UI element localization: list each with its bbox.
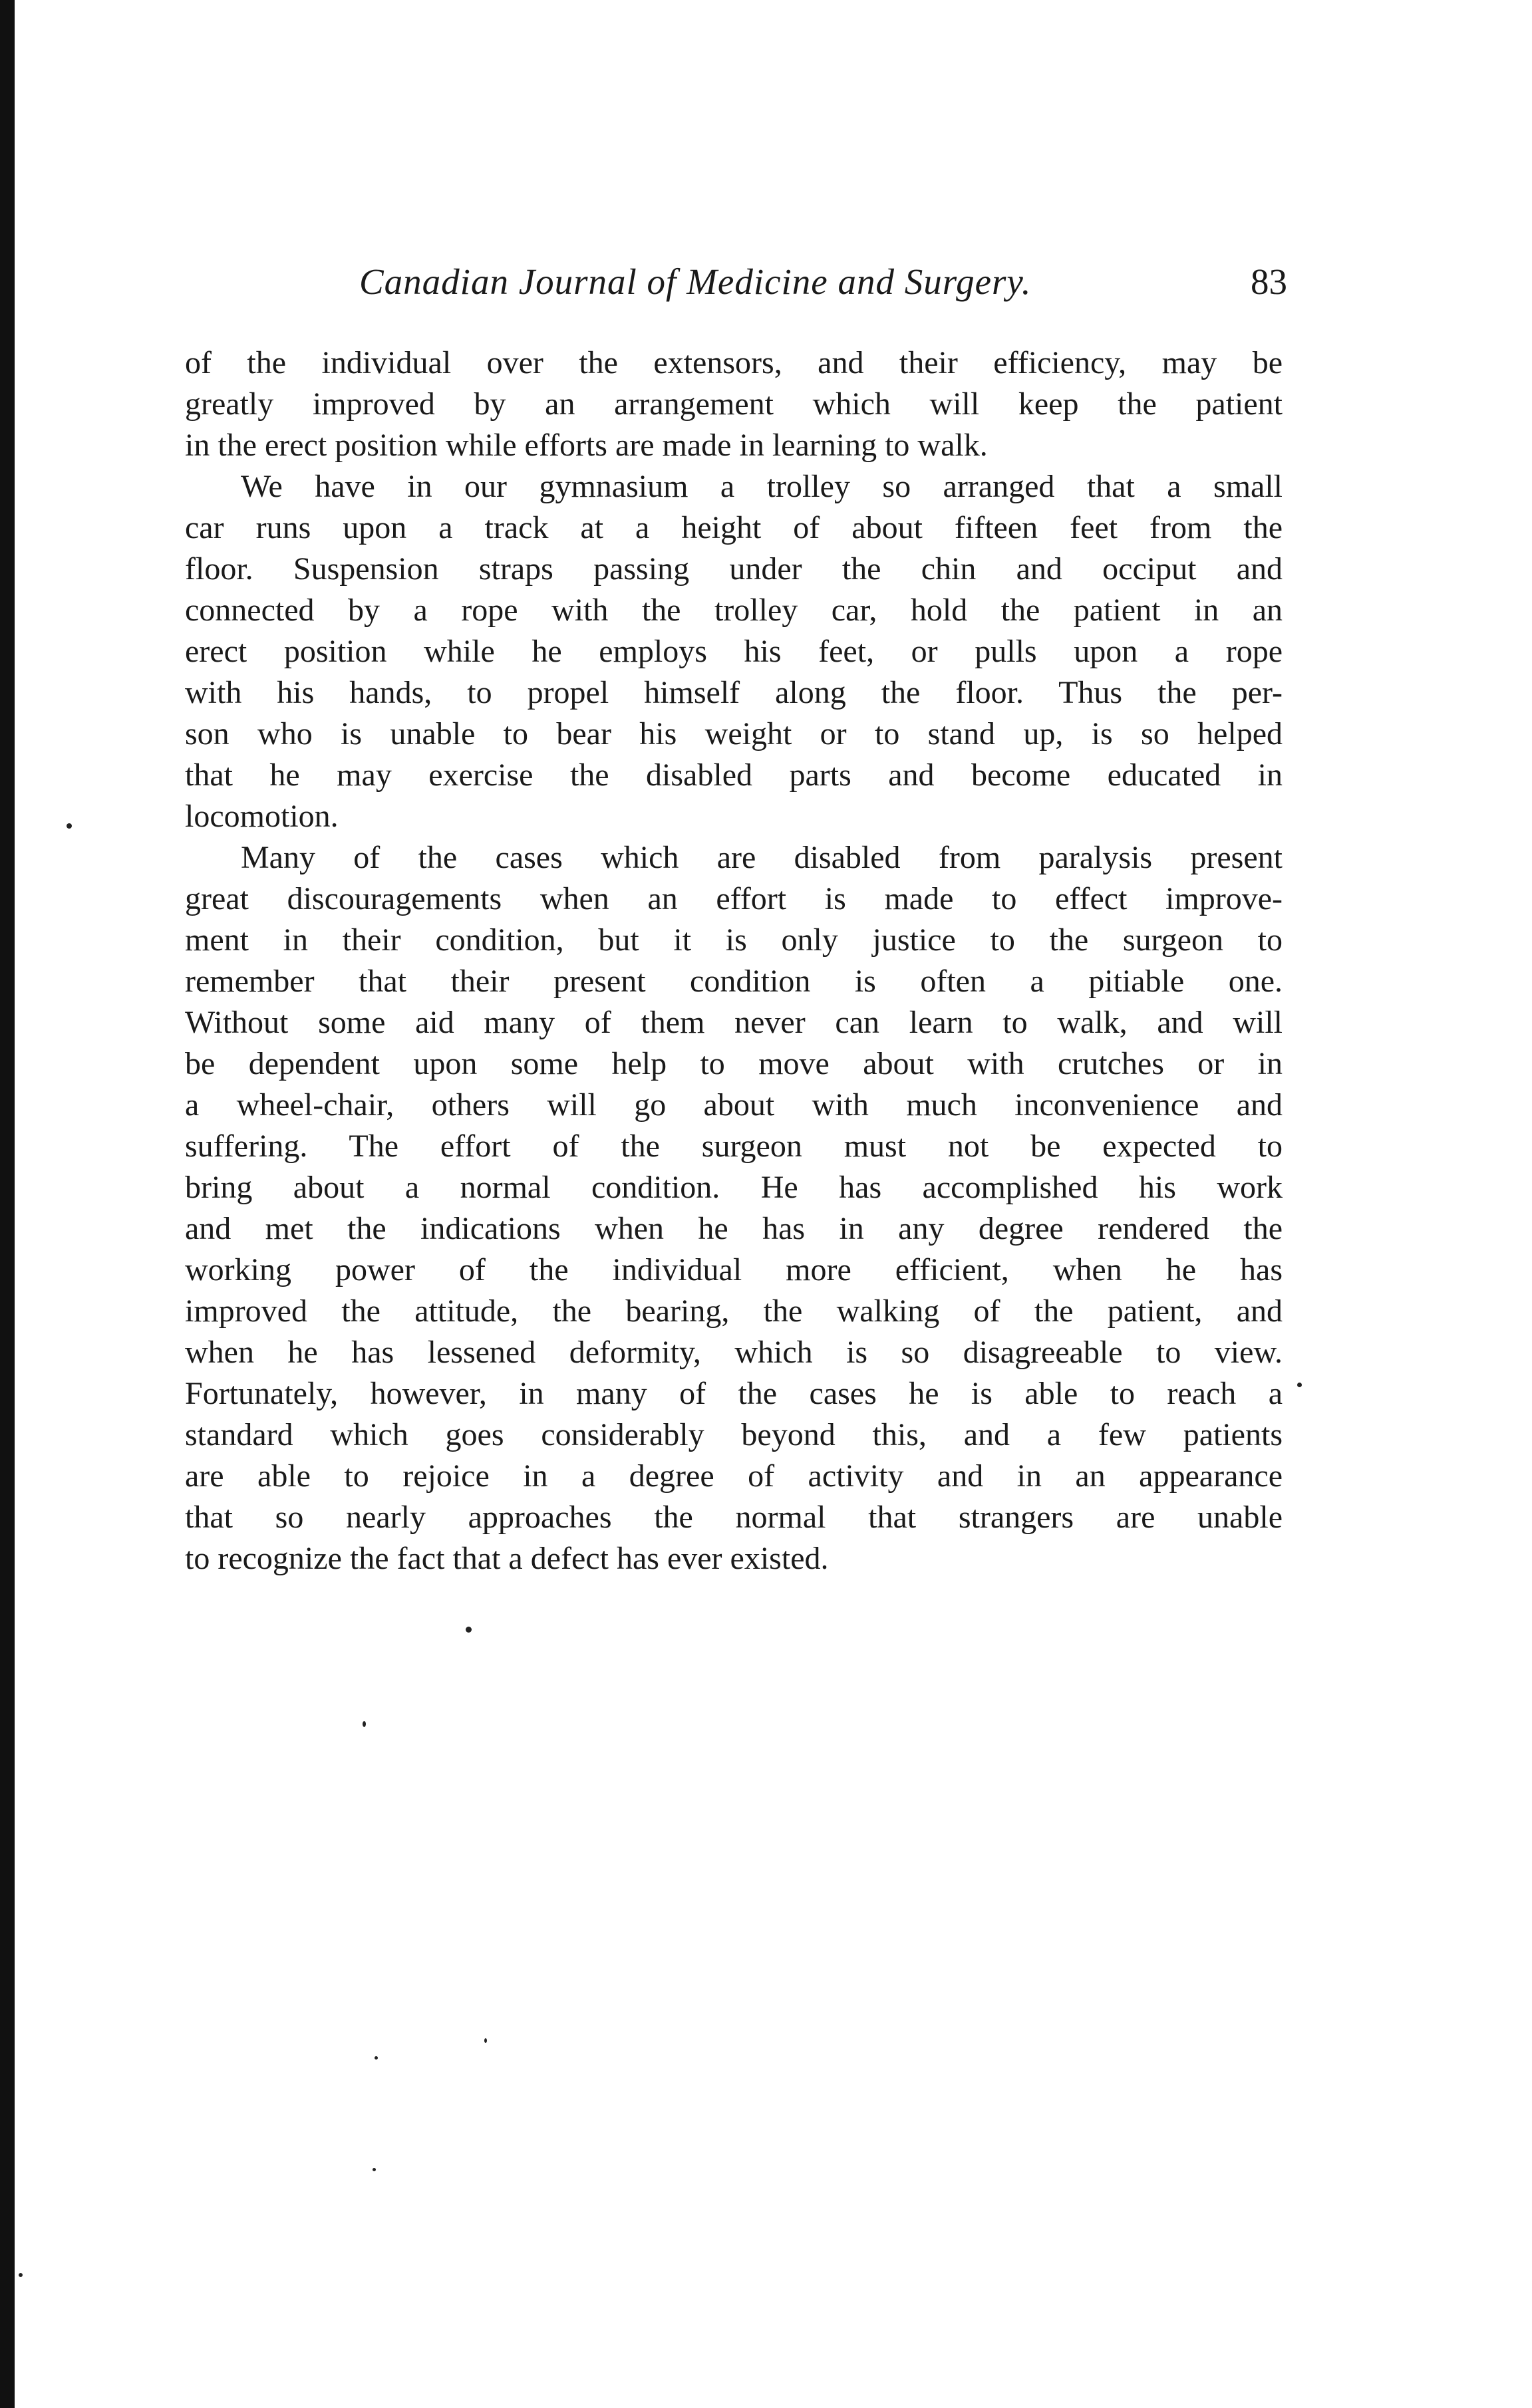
text-line: be dependent upon some help to move about with crutches or in <box>185 1046 1283 1081</box>
paragraph-2 <box>185 466 1283 837</box>
text-line: greatly improved by an arrangement which will keep the patient <box>185 386 1283 422</box>
text-line: erect position while he employs his feet, or pulls upon a rope <box>185 634 1283 669</box>
scan-speck <box>19 2273 23 2277</box>
page-number: 83 <box>1251 261 1287 302</box>
scan-speck <box>484 2038 487 2043</box>
binding-edge <box>0 0 15 2408</box>
text-line: ment in their condition, but it is only justice to the surgeon to <box>185 922 1283 958</box>
text-line: and met the indications when he has in any degree rendered the <box>185 1211 1283 1246</box>
paragraph-3 <box>185 837 1283 1579</box>
text-line: great discouragements when an effort is made to effect improve- <box>185 881 1283 916</box>
text-line: with his hands, to propel himself along the floor. Thus the per- <box>185 675 1283 710</box>
text-line: when he has lessened deformity, which is so disagreeable to view. <box>185 1335 1283 1370</box>
text-line: Many of the cases which are disabled from paralysis present <box>241 840 1283 875</box>
text-line: Without some aid many of them never can learn to walk, and will <box>185 1005 1283 1040</box>
text-line: standard which goes considerably beyond this, and a few patients <box>185 1417 1283 1452</box>
text-line: We have in our gymnasium a trolley so arranged that a small <box>241 469 1283 504</box>
text-line: Fortunately, however, in many of the cases he is able to reach a <box>185 1376 1283 1411</box>
text-line: son who is unable to bear his weight or to stand up, is so helped <box>185 716 1283 751</box>
text-line: a wheel-chair, others will go about with much inconvenience and <box>185 1087 1283 1123</box>
text-line: connected by a rope with the trolley car, hold the patient in an <box>185 593 1283 628</box>
text-line: are able to rejoice in a degree of activity and in an appearance <box>185 1458 1283 1494</box>
text-line: bring about a normal condition. He has accomplished his work <box>185 1170 1283 1205</box>
text-line: that he may exercise the disabled parts and become educated in <box>185 757 1283 793</box>
scan-speck <box>375 2056 378 2060</box>
text-line: in the erect position while efforts are made in learning to walk. <box>185 428 988 463</box>
text-line: car runs upon a track at a height of about fifteen feet from the <box>185 510 1283 545</box>
text-line: of the individual over the extensors, and their efficiency, may be <box>185 345 1283 380</box>
scan-speck <box>67 823 72 829</box>
running-head <box>359 261 1287 314</box>
text-line: to recognize the fact that a defect has ever existed. <box>185 1541 829 1576</box>
text-line: remember that their present condition is often a pitiable one. <box>185 964 1283 999</box>
scan-speck <box>1297 1383 1302 1387</box>
paragraph-1 <box>185 342 1283 466</box>
text-line: working power of the individual more efficient, when he has <box>185 1252 1283 1287</box>
text-line: that so nearly approaches the normal that strangers are unable <box>185 1500 1283 1535</box>
scan-speck <box>363 1721 366 1727</box>
text-line: suffering. The effort of the surgeon must not be expected to <box>185 1129 1283 1164</box>
scan-speck <box>466 1627 472 1633</box>
text-line: floor. Suspension straps passing under the chin and occiput and <box>185 551 1283 587</box>
running-title: Canadian Journal of Medicine and Surgery. <box>359 261 1032 302</box>
body-text <box>185 342 1283 1579</box>
text-line: locomotion. <box>185 799 339 834</box>
scan-speck <box>373 2168 376 2171</box>
text-line: improved the attitude, the bearing, the walking of the patient, and <box>185 1293 1283 1329</box>
